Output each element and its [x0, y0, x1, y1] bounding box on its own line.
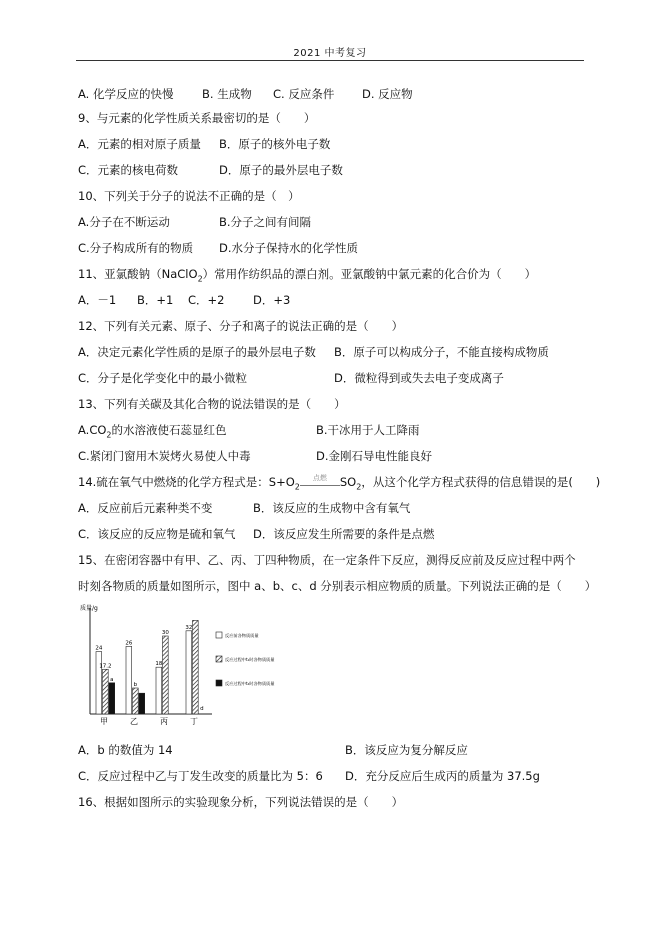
data-label: a: [110, 676, 114, 683]
q8-option-d: D. 反应物: [362, 87, 413, 101]
q11-option-c: C．+2: [188, 293, 225, 307]
data-label: 18: [155, 661, 163, 668]
q13-a-post: 的水溶液使石蕊显红色: [111, 423, 227, 437]
q13-a-sub: 2: [106, 430, 112, 440]
q14-product: SO: [339, 475, 357, 489]
data-label: 30: [161, 630, 169, 636]
bar-2: [133, 688, 139, 714]
q11-stem-post: ）常用作纺织品的漂白剂。亚氯酸钠中氯元素的化合价为（ ）: [202, 267, 537, 281]
q14-option-b: B．该反应的生成物中含有氧气: [253, 501, 411, 515]
q15-stem-line2: 时刻各物质的质量如图所示，图中 a、b、c、d 分别表示相应物质的质量。下列说法正确的是（ ）: [78, 579, 597, 593]
q14-option-c: C．该反应的反应物是硫和氧气: [78, 527, 236, 541]
q9-option-a: A．元素的相对原子质量: [78, 137, 201, 151]
q14-stem-pre: 14.硫在氧气中燃烧的化学方程式是：S+O: [78, 475, 295, 489]
q13-option-b: B.干冰用于人工降雨: [316, 423, 420, 437]
bar-1: [96, 652, 102, 714]
data-label: 24: [95, 645, 103, 652]
data-label: b: [133, 682, 138, 688]
q15-option-c: C．反应过程中乙与丁发生改变的质量比为 5：6: [78, 769, 323, 783]
q14-arrow: [300, 474, 340, 486]
q12-option-a: A．决定元素化学性质的是原子的最外层电子数: [78, 345, 316, 359]
x-tick-label: 乙: [130, 717, 138, 726]
q9-option-c: C．元素的核电荷数: [78, 163, 179, 177]
q15-option-b: B．该反应为复分解反应: [345, 743, 468, 757]
bar-2: [163, 636, 169, 714]
bar-3: [109, 683, 115, 714]
q10-stem: 10、下列关于分子的说法不正确的是（ ）: [78, 189, 300, 203]
q8-option-c: C. 反应条件: [273, 87, 335, 101]
q11-stem-sub: 2: [197, 274, 203, 284]
bar-2: [103, 669, 109, 714]
y-axis-label: 质量/g: [80, 605, 98, 612]
q11-option-b: B．+1: [137, 293, 174, 307]
q13-option-d: D.金刚石导电性能良好: [316, 449, 433, 463]
q15-option-a: A．b 的数值为 14: [78, 743, 173, 757]
q8-option-b: B. 生成物: [202, 87, 252, 101]
q15-option-d: D．充分反应后生成丙的质量为 37.5g: [345, 769, 540, 783]
bar-1: [156, 667, 162, 714]
bar-1: [186, 631, 192, 714]
q16-stem: 16、根据如图所示的实验现象分析，下列说法错误的是（ ）: [78, 795, 404, 809]
q14-product-sub: 2: [356, 482, 362, 492]
q11-stem: [78, 266, 536, 282]
q9-option-b: B．原子的核外电子数: [219, 137, 331, 151]
q10-option-b: B.分子之间有间隔: [219, 215, 312, 229]
q8-option-a: A. 化学反应的快慢: [78, 87, 174, 101]
data-label: d: [200, 706, 204, 712]
q9-option-d: D．原子的最外层电子数: [219, 163, 343, 177]
q14-option-a: A．反应前后元素种类不变: [78, 501, 213, 515]
header-rule: [76, 60, 584, 61]
legend-label: 反应过程中t₂时各物质质量: [225, 681, 275, 686]
data-label: 32: [185, 624, 193, 631]
q14-option-d: D．该反应发生所需要的条件是点燃: [253, 527, 435, 541]
q14-o2-sub: 2: [294, 482, 300, 492]
legend-label: 反应过程中t₁时各物质质量: [225, 657, 275, 662]
bar-1: [126, 646, 132, 714]
q14-stem-post: ，从这个化学方程式获得的信息错误的是( ): [361, 475, 601, 489]
bar-3: [139, 693, 145, 714]
q13-a-pre: A.CO: [78, 423, 107, 437]
q15-stem-line1: 15、在密闭容器中有甲、乙、丙、丁四种物质，在一定条件下反应，测得反应前及反应过程中两个: [78, 553, 576, 567]
x-tick-label: 甲: [100, 717, 108, 726]
q11-option-d: D．+3: [253, 293, 291, 307]
q13-option-a: [78, 422, 227, 438]
x-tick-label: 丁: [190, 717, 198, 726]
bar-2: [193, 620, 199, 714]
q12-option-b: B．原子可以构成分子，不能直接构成物质: [334, 345, 549, 359]
q14-condition: 点燃: [312, 474, 327, 482]
legend-label: 反应前各物质质量: [225, 633, 259, 638]
q14-stem: [78, 474, 600, 490]
q12-option-d: D．微粒得到或失去电子变成离子: [334, 371, 504, 385]
q13-option-c: C.紧闭门窗用木炭烤火易使人中毒: [78, 449, 251, 463]
q13-stem: 13、下列有关碳及其化合物的说法错误的是（ ）: [78, 397, 346, 411]
mass-bar-chart: [76, 602, 275, 732]
q12-stem: 12、下列有关元素、原子、分子和离子的说法正确的是（ ）: [78, 319, 404, 333]
q12-option-c: C．分子是化学变化中的最小微粒: [78, 371, 248, 385]
legend-swatch: [216, 632, 222, 638]
page-header: 2021 中考复习: [293, 48, 367, 59]
data-label: 17.2: [99, 663, 112, 670]
legend-swatch: [216, 680, 222, 686]
q10-option-a: A.分子在不断运动: [78, 215, 170, 229]
x-tick-label: 丙: [160, 717, 168, 726]
legend-swatch: [216, 656, 222, 662]
q10-option-c: C.分子构成所有的物质: [78, 241, 194, 255]
q9-stem: 9、与元素的化学性质关系最密切的是（ ）: [78, 111, 316, 125]
q11-stem-pre: 11、亚氯酸钠（NaClO: [78, 267, 198, 281]
q10-option-d: D.水分子保持水的化学性质: [219, 241, 359, 255]
q11-option-a: A．－1: [78, 293, 117, 307]
data-label: 26: [125, 640, 133, 647]
